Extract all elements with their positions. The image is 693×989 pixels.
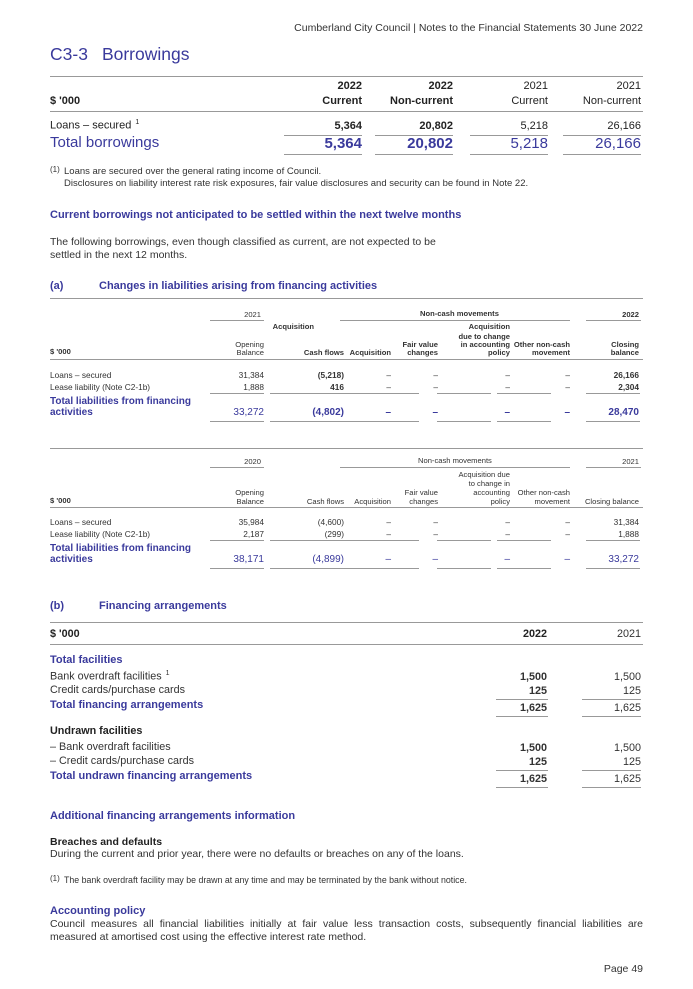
head-rule (340, 467, 570, 468)
cell-value: – (505, 517, 510, 527)
cell-value: – (433, 517, 438, 527)
col-head-year: 2021 (616, 80, 641, 92)
policy-line: Council measures all financial liabilities initially at fair value less transaction costs, subsequently financial liabilities are (50, 918, 643, 930)
cell-value: 26,166 (607, 120, 641, 132)
total-label: Total financing arrangements (50, 699, 204, 711)
fin-value: 1,500 (519, 742, 547, 754)
cell-value: 5,218 (520, 120, 548, 132)
total-value: 26,166 (595, 135, 641, 152)
cell-value: 35,984 (238, 517, 264, 527)
section-heading: Financing arrangements (99, 600, 227, 612)
footnote-text: Disclosures on liability interest rate risk exposures, fair value disclosures and security can be found in Note 22. (64, 178, 529, 189)
col-head: Acquisition (349, 348, 391, 357)
total-value: – (564, 407, 570, 418)
col-head-year: 2022 (428, 80, 453, 92)
total-rule (586, 421, 640, 422)
row-label: Loans – secured (50, 517, 112, 527)
col-head: Fair value (402, 340, 438, 349)
fin-label: – Bank overdraft facilities (50, 741, 171, 753)
row-label: Loans – secured (50, 370, 112, 380)
section-title (50, 44, 189, 65)
subtotal-rule (437, 540, 491, 541)
cell-value: – (386, 370, 391, 380)
page-number: Page 49 (603, 963, 643, 975)
breaches-title: Breaches and defaults (50, 836, 163, 848)
total-value: 5,364 (324, 135, 362, 152)
cell-value: – (505, 529, 510, 539)
subtotal-rule (437, 393, 491, 394)
col-head-2021: 2021 (616, 628, 641, 640)
subtotal-rule (582, 699, 641, 700)
col-head: Balance (236, 497, 264, 506)
col-head-type: Non-current (390, 95, 453, 107)
cell-value: – (565, 517, 570, 527)
col-head: Acquisition (468, 322, 510, 331)
col-head: Opening (235, 488, 264, 497)
subtotal-rule (582, 770, 641, 771)
breaches-text: During the current and prior year, there were no defaults or breaches on any of the loans. (50, 848, 464, 860)
fin-label: – Credit cards/purchase cards (50, 755, 195, 767)
col-head: Cash flows (303, 348, 344, 357)
table-top-rule (50, 76, 643, 77)
cell-value: – (505, 370, 510, 380)
subtotal-rule (318, 540, 372, 541)
section-letter: (b) (50, 600, 65, 612)
cell-value: (5,218) (317, 370, 344, 380)
total-rule (497, 421, 551, 422)
policy-line: measured at amortised cost using the effective interest rate method. (50, 931, 367, 943)
head-rule (210, 320, 264, 321)
total-value: 33,272 (608, 554, 639, 565)
paragraph-line: settled in the next 12 months. (50, 249, 188, 261)
col-head: Opening (235, 340, 264, 349)
col-head: to change in (468, 479, 510, 488)
total-rule (210, 568, 264, 569)
fin-value: 125 (622, 756, 641, 768)
head-rule (50, 507, 643, 508)
row-label: Loans – secured (50, 119, 132, 132)
col-head: Balance (236, 348, 264, 357)
section-rule (50, 622, 643, 623)
total-value: (4,802) (312, 407, 344, 418)
total-rule (365, 568, 419, 569)
cell-value: – (565, 529, 570, 539)
total-rule (210, 421, 264, 422)
col-head: changes (409, 497, 438, 506)
head-rule (50, 644, 643, 645)
total-value: – (564, 554, 570, 565)
col-head: Fair value (404, 488, 438, 497)
total-rule (586, 568, 640, 569)
section-letter: (a) (50, 280, 64, 292)
section-title-text: Borrowings (101, 44, 190, 64)
cell-value: – (433, 529, 438, 539)
subtotal-rule (496, 699, 548, 700)
total-value: 33,272 (233, 407, 264, 418)
fin-row (50, 670, 170, 683)
subsection-heading: Current borrowings not anticipated to be settled within the next twelve months (50, 209, 462, 221)
footnote-ref: 1 (135, 119, 140, 126)
fin-value: 125 (622, 685, 641, 697)
fin-value: 125 (528, 685, 547, 697)
total-label: Total liabilities from financing (50, 396, 191, 407)
total-rule (284, 154, 362, 155)
col-head: changes (407, 348, 438, 357)
col-head-year: 2021 (523, 80, 548, 92)
total-rule (496, 787, 548, 788)
subtotal-rule (497, 540, 551, 541)
col-head-type: Non-current (582, 95, 641, 107)
total-rule (496, 716, 548, 717)
total-value: 20,802 (407, 135, 453, 152)
subtotal-rule (365, 393, 419, 394)
col-head-year: 2022 (337, 80, 362, 92)
total-rule (497, 568, 551, 569)
footnote-text: The bank overdraft facility may be drawn at any time and may be terminated by the bank without notice. (64, 875, 467, 885)
cell-value: – (386, 517, 391, 527)
paragraph-line: The following borrowings, even though classified as current, are not expected to be (50, 236, 436, 248)
section-heading: Changes in liabilities arising from financing activities (99, 280, 378, 292)
col-head-type: Current (511, 95, 548, 107)
cell-value: 26,166 (613, 370, 639, 380)
col-head: accounting (473, 488, 510, 497)
group-heading: Undrawn facilities (50, 725, 143, 737)
cell-value: – (565, 382, 570, 392)
fin-label: Credit cards/purchase cards (50, 684, 186, 696)
subtotal-rule (270, 393, 324, 394)
subtotal-rule (496, 770, 548, 771)
cell-value: – (386, 382, 391, 392)
cell-value: – (433, 382, 438, 392)
cell-value: 31,384 (613, 517, 639, 527)
total-value: 28,470 (608, 407, 639, 418)
head-rule (340, 320, 570, 321)
year-head: 2021 (244, 310, 261, 319)
total-value: 5,218 (510, 135, 548, 152)
subtotal-rule (270, 540, 324, 541)
total-value: – (504, 554, 510, 565)
total-rule (318, 421, 372, 422)
table-top-rule (50, 448, 643, 449)
col-head: policy (490, 497, 510, 506)
col-head: Closing (611, 340, 639, 349)
total-rule (375, 154, 453, 155)
subtotal-rule (586, 393, 640, 394)
total-rule (437, 568, 491, 569)
total-value: – (385, 554, 391, 565)
total-value: 1,625 (519, 702, 547, 714)
cell-value: 5,364 (334, 120, 362, 132)
cell-value: (4,600) (317, 517, 344, 527)
row-label: Lease liability (Note C2-1b) (50, 382, 151, 392)
noncash-head: Non-cash movements (420, 309, 499, 318)
cell-value: 1,888 (618, 529, 639, 539)
col-head: Cash flows (306, 497, 344, 506)
subtotal-rule (365, 540, 419, 541)
year-head: 2021 (622, 457, 639, 466)
cell-value: 31,384 (238, 370, 264, 380)
total-label: Total undrawn financing arrangements (50, 770, 253, 782)
cell-value: 2,187 (243, 529, 264, 539)
total-rule (318, 568, 372, 569)
row-label: Lease liability (Note C2-1b) (50, 529, 151, 539)
cell-value: – (386, 529, 391, 539)
col-head: movement (532, 348, 570, 357)
cell-value: – (433, 370, 438, 380)
subtotal-rule (497, 393, 551, 394)
fin-value: 1,500 (519, 671, 547, 683)
total-value: – (504, 407, 510, 418)
total-value: 1,625 (613, 702, 641, 714)
total-rule (270, 568, 324, 569)
total-rule (270, 421, 324, 422)
subtotal-rule (318, 393, 372, 394)
header-rule (50, 111, 643, 112)
total-value: 38,171 (233, 554, 264, 565)
unit-label: $ '000 (50, 95, 81, 107)
total-rule (563, 154, 641, 155)
col-head: Acquisition (272, 322, 314, 331)
cell-value: 416 (330, 382, 344, 392)
section-rule (50, 298, 643, 299)
footnote-ref: 1 (165, 670, 170, 677)
unit-label: $ '000 (50, 628, 80, 640)
subtotal-rule (210, 393, 264, 394)
total-rule (437, 421, 491, 422)
unit-label: $ '000 (50, 347, 71, 356)
total-label: Total liabilities from financing (50, 543, 191, 554)
col-head-2022: 2022 (522, 628, 547, 640)
total-label: activities (50, 554, 93, 565)
footnote-text: Loans are secured over the general rating income of Council. (64, 166, 322, 177)
total-label: Total borrowings (50, 134, 160, 151)
total-value: 1,625 (613, 773, 641, 785)
footnote-marker: (1) (50, 165, 60, 174)
col-head: in accounting (460, 340, 510, 349)
table-row (50, 119, 139, 132)
col-head: Acquisition due (458, 470, 510, 479)
col-head-type: Current (322, 95, 362, 107)
col-head: Closing balance (584, 497, 639, 506)
cell-value: (299) (324, 529, 344, 539)
total-value: – (385, 407, 391, 418)
cell-value: – (505, 382, 510, 392)
total-rule (470, 154, 548, 155)
col-head: balance (610, 348, 639, 357)
section-number: C3-3 (50, 44, 88, 64)
col-head: movement (534, 497, 570, 506)
head-rule (50, 359, 643, 360)
subtotal-rule (210, 540, 264, 541)
year-head: 2020 (244, 457, 261, 466)
policy-heading: Accounting policy (50, 905, 146, 917)
cell-value: – (565, 370, 570, 380)
col-head: Other non-cash (513, 340, 570, 349)
total-rule (365, 421, 419, 422)
total-value: 1,625 (519, 773, 547, 785)
col-head: Acquisition (354, 497, 391, 506)
page-header: Cumberland City Council | Notes to the Financial Statements 30 June 2022 (294, 22, 643, 34)
subsection-heading: Additional financing arrangements information (50, 810, 296, 822)
subtotal-rule (586, 540, 640, 541)
cell-value: 1,888 (243, 382, 264, 392)
head-rule (586, 320, 641, 321)
fin-value: 1,500 (613, 742, 641, 754)
unit-label: $ '000 (50, 496, 71, 505)
group-heading: Total facilities (50, 654, 123, 666)
total-value: (4,899) (312, 554, 344, 565)
year-head: 2022 (622, 310, 639, 319)
col-head: policy (488, 348, 510, 357)
col-head: due to change (458, 332, 510, 341)
total-value: – (432, 407, 438, 418)
total-rule (582, 787, 641, 788)
fin-value: 125 (528, 756, 547, 768)
total-rule (582, 716, 641, 717)
total-value: – (432, 554, 438, 565)
footnote-marker: (1) (50, 874, 60, 883)
head-rule (586, 467, 641, 468)
fin-label: Bank overdraft facilities (50, 670, 162, 683)
noncash-head: Non-cash movements (418, 456, 492, 465)
cell-value: 20,802 (419, 120, 453, 132)
col-head: Other non-cash (517, 488, 570, 497)
fin-value: 1,500 (613, 671, 641, 683)
head-rule (210, 467, 264, 468)
total-label: activities (50, 407, 93, 418)
cell-value: 2,304 (618, 382, 639, 392)
